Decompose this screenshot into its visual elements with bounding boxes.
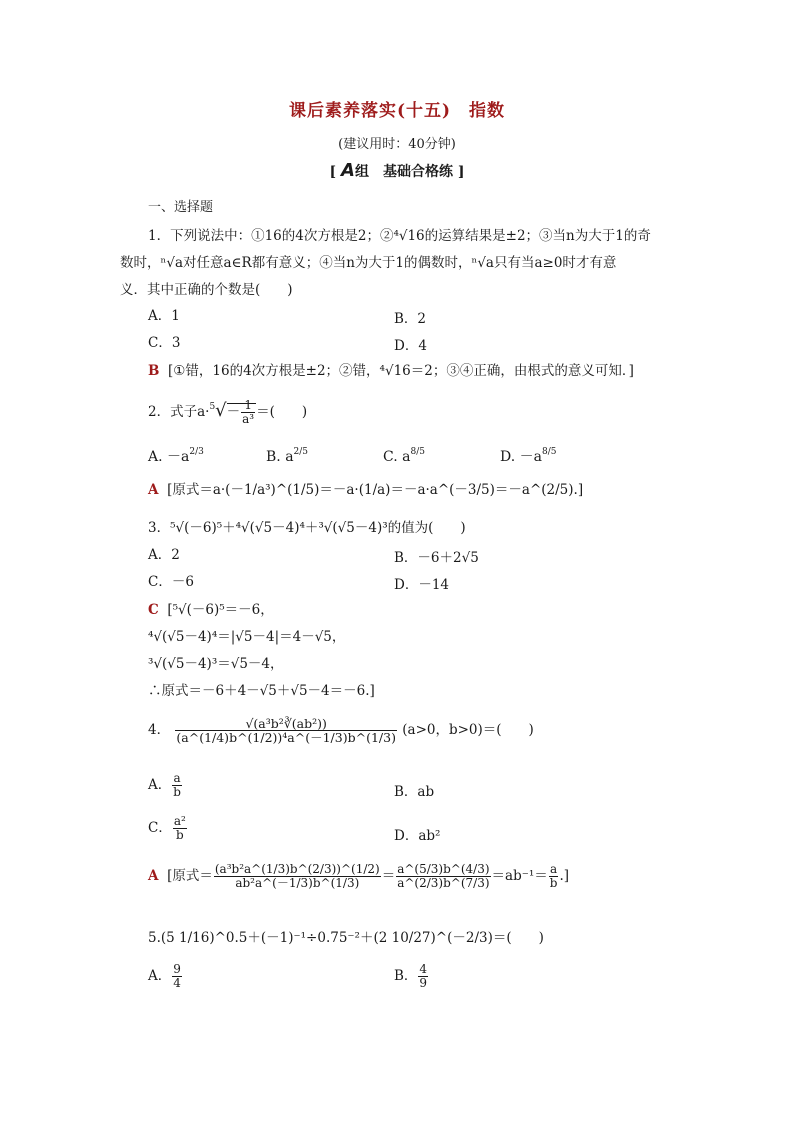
q2-answer [148,481,583,499]
q2-stem-suffix: ＝( ) [256,404,308,420]
group-text: 组 基础合格练 [354,164,453,180]
q2-option-b: B. $a^{2/5}$ [266,447,309,465]
q1-option-b: B．2 [394,311,427,327]
q2-answer-letter: A [148,482,159,498]
q3-answer-line1: C [⁵√(－6)⁵＝－6， [148,602,274,618]
q2-stem: 2．式子a·$^5$√－ $\frac{1}{\text{a³}}$ ＝( ) [148,398,308,426]
q2-answer-text: [原式＝a·(－1/a³)^(1/5)＝－a·(1/a)＝－a·a^(－3/5)＝－a^(2/5).] [167,482,584,498]
q1-option-c: C．3 [148,335,181,351]
q4-stem: 4． $\frac{\text{√(a³b²∛(ab²))}}{\text{(a\textasciicircum{}(1/4)b\textasciicircum{}(1/2))⁴a\textasciicircum{}(－1/3)b\textasciicircum{}(1/3)}}$ (a>0，b>0)＝( ) [148,716,534,745]
bracket-left: [ [329,164,342,180]
page-title: 课后素养落实(十五) 指数 [288,101,506,121]
q3-option-b: B．－6＋2√5 [394,550,479,566]
q3-stem: 3．⁵√(－6)⁵＋⁴√(√5－4)⁴＋³√(√5－4)³的值为( ) [148,520,466,536]
q3-option-a: A．2 [148,547,180,563]
q1-line3: 义．其中正确的个数是( ) [120,282,293,298]
group-label [0,160,794,181]
q4-option-a: A． $\frac{a}{b}$ [148,771,181,799]
q1-line2: 数时，ⁿ√a对任意a∈R都有意义；④当n为大于1的偶数时，ⁿ√a只有当a≥0时才有意 [120,255,617,271]
q4-option-c: C． $\frac{\text{a²}}{b}$ [148,814,186,842]
q1-answer [148,362,634,380]
q4-option-d: D．ab² [394,828,441,844]
q5-option-b: B． $\frac{4}{9}$ [394,962,428,990]
q2-option-c: C. $a^{8/5}$ [383,447,425,465]
q3-answer-letter: C [148,602,159,618]
q4-answer-letter: A [148,868,159,884]
q3-answer-line4: ∴原式＝－6＋4－√5＋√5－4＝－6.] [148,683,375,699]
q3-answer-line3: ³√(√5－4)³＝√5－4， [148,656,284,672]
q5-stem: 5.(5 1/16)^0.5＋(－1)⁻¹÷0.75⁻²＋(2 10/27)^(－2/3)＝( ) [148,930,544,946]
q1-answer-text: [①错，16的4次方根是±2；②错，⁴√16＝2；③④正确，由根式的意义可知．] [168,363,634,379]
q2-option-a: A. $-a^{2/3}$ [148,447,204,465]
q3-option-d: D．－14 [394,577,450,593]
q4-answer: A [原式＝ $\frac{\text{(a³b²a\textasciicircum{}(1/3)b\textasciicircum{}(2/3))\textasciicircum{}(1/2)}}{\text{ab²a\textasciicircum{}(－1/3)b\textasciicircum{}(1/3)}}$ ＝ $\frac{a\^{}(5/3)b\^{}(4/3)}{a\^{}(2/3)b\^{}(7/3)}$ ＝ab⁻¹＝ $\frac{a}{b}$ .] [148,862,569,890]
q5-option-a: A． $\frac{9}{4}$ [148,962,181,990]
q4-fraction: $\frac{\text{√(a³b²∛(ab²))}}{\text{(a\textasciicircum{}(1/4)b\textasciicircum{}(1/2))⁴a\textasciicircum{}(－1/3)b\textasciicircum{}(1/3)}}$ [176,716,396,745]
q1-option-a: A．1 [148,308,180,324]
q1-option-d: D．4 [394,338,427,354]
q3-answer-line2: ⁴√(√5－4)⁴＝|√5－4|＝4－√5， [148,629,346,645]
q1-line1: 1．下列说法中：①16的4次方根是2；②⁴√16的运算结果是±2；③当n为大于1的奇 [148,228,651,244]
q3-option-c: C．－6 [148,574,194,590]
section-title: 一、选择题 [148,200,214,215]
q4-option-b: B．ab [394,784,435,800]
q2-option-d: D. $-a^{8/5}$ [500,447,557,465]
bracket-right: ] [452,164,465,180]
time-note: (建议用时：40分钟) [338,137,456,152]
q2-stem-prefix: 2．式子a· [148,404,210,420]
group-letter: A [341,160,355,181]
q1-answer-letter: B [148,363,160,379]
